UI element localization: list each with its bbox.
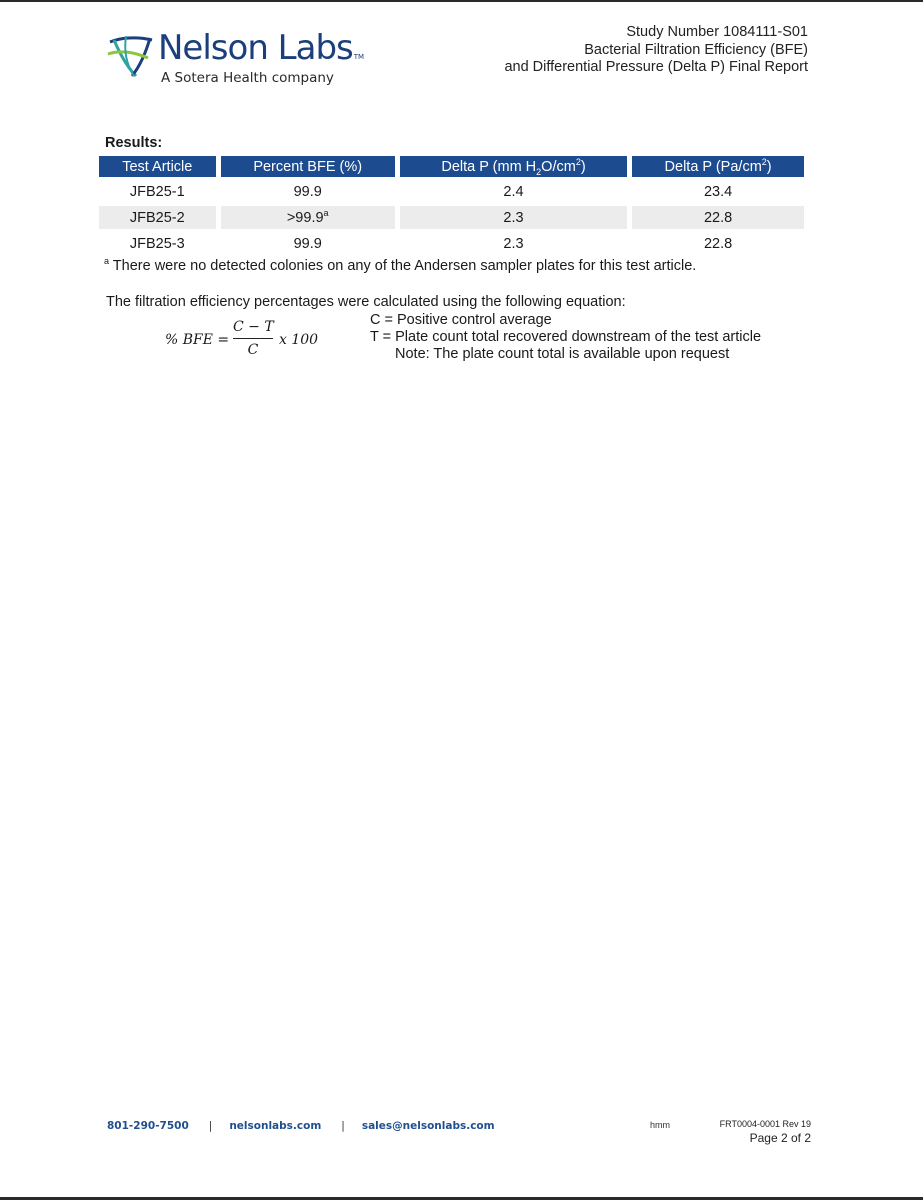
- fraction-bar: [233, 338, 273, 339]
- col-delta-p-mm: Delta P (mm $H_2O/cm^2$): [400, 156, 627, 177]
- table-row: [99, 232, 804, 255]
- cell-test-article: JFB25-1: [129, 183, 185, 200]
- cell-delta-p-pa: 22.8: [703, 235, 733, 252]
- globe-logo-icon: [106, 32, 156, 80]
- report-header: [504, 24, 808, 77]
- footer-contacts: [107, 1120, 495, 1132]
- top-edge: [0, 0, 923, 2]
- results-table: [94, 153, 809, 258]
- report-title-line2: and Differential Pressure (Delta P) Final Report: [504, 59, 808, 75]
- footer-separator: |: [341, 1120, 345, 1132]
- equation-definitions: [370, 312, 761, 363]
- cell-delta-p-mm: 2.4: [503, 183, 524, 200]
- logo-wordmark: Nelson LabsTM: [158, 28, 365, 68]
- cell-test-article: JFB25-3: [129, 235, 185, 252]
- table-header-row: [99, 156, 804, 177]
- equation-intro: The filtration efficiency percentages were calculated using the following equation:: [106, 294, 626, 310]
- cell-delta-p-mm: 2.3: [400, 206, 627, 229]
- form-id: FRT0004-0001 Rev 19: [719, 1119, 811, 1129]
- equation-denominator: C: [247, 342, 259, 358]
- cell-percent-bfe: 99.9: [293, 183, 322, 200]
- plate-count-note: Note: The plate count total is available upon request: [395, 346, 730, 362]
- definition-c: C = Positive control average: [370, 312, 552, 328]
- col-test-article: Test Article: [99, 156, 216, 177]
- table-row: [99, 180, 804, 203]
- footer-initials: hmm: [650, 1120, 670, 1130]
- equation-numerator: C − T: [233, 319, 274, 335]
- footer-email-link[interactable]: sales@nelsonlabs.com: [361, 1120, 495, 1132]
- nelson-labs-logo: [106, 30, 366, 92]
- cell-delta-p-mm: 2.3: [503, 235, 524, 252]
- equation-multiplier: x 100: [279, 332, 319, 348]
- footer-website-link[interactable]: nelsonlabs.com: [229, 1120, 322, 1132]
- cell-test-article: JFB25-2: [99, 206, 216, 229]
- report-title-line1: Bacterial Filtration Efficiency (BFE): [584, 41, 808, 58]
- equation-lhs: % BFE =: [165, 332, 230, 348]
- col-percent-bfe: Percent BFE (%): [221, 156, 395, 177]
- cell-delta-p-pa: 22.8: [632, 206, 804, 229]
- footer-page-info: [720, 1119, 811, 1145]
- bfe-equation: [165, 318, 335, 362]
- table-row: [99, 206, 804, 229]
- footer-phone[interactable]: 801-290-7500: [107, 1120, 189, 1132]
- equation-fraction: [233, 318, 273, 359]
- footer-separator: |: [208, 1120, 213, 1132]
- results-heading: Results:: [105, 135, 163, 151]
- definition-t: T = Plate count total recovered downstream of the test article: [370, 329, 762, 345]
- page-number: Page 2 of 2: [749, 1131, 811, 1145]
- col-delta-p-pa: Delta P $(Pa/cm^2)$: [632, 156, 804, 177]
- logo-tagline: A Sotera Health company: [161, 70, 334, 86]
- cell-delta-p-pa: 23.4: [703, 183, 733, 200]
- cell-percent-bfe: 99.9: [293, 235, 322, 252]
- table-footnote: $^a$ There were no detected colonies on any of the Andersen sampler plates for this test article.: [104, 256, 697, 274]
- cell-percent-bfe: >99.9$^a$: [221, 206, 395, 229]
- study-number: Study Number 1084111-S01: [626, 24, 808, 40]
